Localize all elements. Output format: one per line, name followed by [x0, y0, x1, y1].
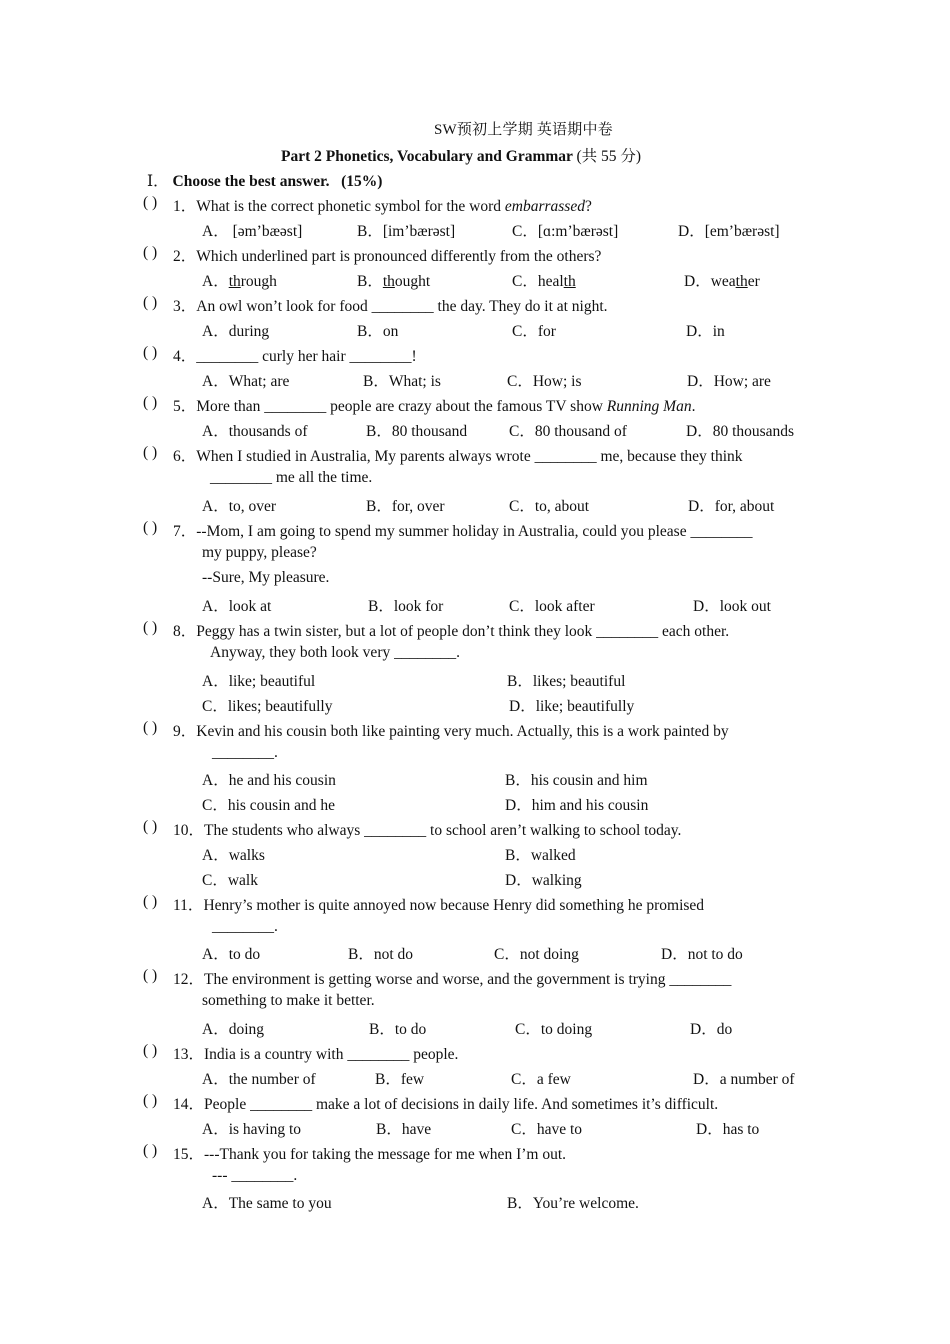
option-a[interactable]: A．thousands of: [202, 423, 308, 440]
question-text-end: ?: [584, 198, 592, 215]
option-a[interactable]: A．The same to you: [202, 1195, 332, 1212]
question-4: [173, 344, 417, 366]
option-a[interactable]: A．What; are: [202, 373, 290, 390]
question-text: What is the correct phonetic symbol for the word: [196, 198, 505, 215]
option-c[interactable]: C．health: [512, 273, 576, 290]
question-number: 2．: [173, 248, 197, 265]
option-a[interactable]: A．during: [202, 323, 270, 340]
option-c[interactable]: C．[ɑ:m’bærəst]: [512, 223, 619, 240]
question-text: The students who always ________ to school aren’t walking to school today.: [204, 822, 682, 839]
question-text: ---Thank you for taking the message for me when I’m out.: [204, 1146, 567, 1163]
option-a[interactable]: A．the number of: [202, 1071, 316, 1088]
question-text: More than ________ people are crazy about the famous TV show: [196, 398, 607, 415]
option-a[interactable]: A．to do: [202, 946, 261, 963]
option-c[interactable]: C．to, about: [509, 498, 590, 515]
question-number: 14．: [173, 1096, 205, 1113]
question-text-continued: my puppy, please?: [202, 544, 317, 561]
option-d[interactable]: D．for, about: [688, 498, 775, 515]
question-5: [173, 394, 695, 416]
question-15: [173, 1142, 566, 1164]
answer-blank[interactable]: ( ): [143, 444, 158, 461]
option-d[interactable]: D．weather: [684, 273, 760, 290]
option-d[interactable]: D．in: [686, 323, 725, 340]
answer-blank[interactable]: ( ): [143, 519, 158, 536]
question-text: India is a country with ________ people.: [204, 1046, 459, 1063]
option-b[interactable]: B．thought: [357, 273, 431, 290]
question-number: 10．: [173, 822, 205, 839]
option-c[interactable]: C．not doing: [494, 946, 579, 963]
question-number: 5．: [173, 398, 197, 415]
question-text: --Mom, I am going to spend my summer holiday in Australia, could you please ________: [196, 523, 753, 540]
question-8: [173, 619, 729, 641]
option-b[interactable]: B．80 thousand: [366, 423, 468, 440]
question-text-continued: something to make it better.: [202, 992, 375, 1009]
question-text-end: .: [691, 398, 696, 415]
section-title: [147, 169, 382, 191]
question-number: 3．: [173, 298, 197, 315]
question-10: [173, 818, 681, 840]
option-d[interactable]: D．80 thousands: [686, 423, 795, 440]
question-number: 12．: [173, 971, 205, 988]
question-13: [173, 1042, 458, 1064]
question-number: 7．: [173, 523, 197, 540]
question-2: [173, 244, 601, 266]
question-text: Which underlined part is pronounced differently from the others?: [196, 248, 602, 265]
option-b[interactable]: B．walked: [505, 847, 576, 864]
part-title-text: Part 2 Phonetics, Vocabulary and Grammar: [281, 148, 573, 165]
option-d[interactable]: D．How; are: [687, 373, 771, 390]
option-a[interactable]: A．walks: [202, 847, 265, 864]
answer-blank[interactable]: ( ): [143, 1092, 158, 1109]
question-9: [173, 719, 729, 741]
answer-blank[interactable]: ( ): [143, 818, 158, 835]
answer-blank[interactable]: ( ): [143, 1142, 158, 1159]
answer-blank[interactable]: ( ): [143, 967, 158, 984]
answer-blank[interactable]: ( ): [143, 344, 158, 361]
question-number: 13．: [173, 1046, 205, 1063]
question-14: [173, 1092, 718, 1114]
question-text: The environment is getting worse and worse, and the government is trying ________: [204, 971, 732, 988]
option-d[interactable]: D．[em’bærəst]: [678, 223, 780, 240]
option-c[interactable]: C．80 thousand of: [509, 423, 627, 440]
section-title-text: Choose the best answer.: [172, 173, 330, 190]
option-b[interactable]: B．on: [357, 323, 399, 340]
option-c[interactable]: C．likes; beautifully: [202, 698, 333, 715]
exam-header-title: SW预初上学期 英语期中卷: [434, 122, 613, 138]
answer-blank[interactable]: ( ): [143, 619, 158, 636]
question-number: 6．: [173, 448, 197, 465]
option-d[interactable]: D．him and his cousin: [505, 797, 649, 814]
question-italic-word: Running Man: [606, 398, 692, 415]
option-b[interactable]: B．have: [376, 1121, 432, 1138]
option-c[interactable]: C．to doing: [515, 1021, 593, 1038]
question-text-continued: ________ me all the time.: [210, 469, 373, 486]
question-dialogue-reply: --Sure, My pleasure.: [202, 569, 330, 586]
answer-blank[interactable]: ( ): [143, 719, 158, 736]
option-a[interactable]: A． [əm’bæəst]: [202, 223, 303, 240]
question-italic-word: embarrassed: [504, 198, 585, 215]
option-b[interactable]: B．What; is: [363, 373, 441, 390]
option-d[interactable]: D．look out: [693, 598, 771, 615]
question-number: 4．: [173, 348, 197, 365]
question-text-continued: Anyway, they both look very ________.: [210, 644, 460, 661]
question-number: 1．: [173, 198, 197, 215]
option-a[interactable]: A．like; beautiful: [202, 673, 316, 690]
option-a[interactable]: A．is having to: [202, 1121, 302, 1138]
option-c[interactable]: C．look after: [509, 598, 595, 615]
option-d[interactable]: D．has to: [696, 1121, 760, 1138]
part-title: [281, 144, 641, 166]
answer-blank[interactable]: ( ): [143, 194, 158, 211]
option-c[interactable]: C．have to: [511, 1121, 583, 1138]
answer-blank[interactable]: ( ): [143, 244, 158, 261]
option-a[interactable]: A．through: [202, 273, 277, 290]
section-numeral: Ⅰ．: [147, 173, 169, 190]
option-c[interactable]: C．a few: [511, 1071, 571, 1088]
question-dialogue-reply: --- ________.: [212, 1167, 298, 1184]
part-score: (共 55 分): [576, 148, 642, 165]
option-a[interactable]: A．to, over: [202, 498, 277, 515]
question-text: People ________ make a lot of decisions in daily life. And sometimes it’s difficult.: [204, 1096, 719, 1113]
question-text: Peggy has a twin sister, but a lot of people don’t think they look ________ each other.: [196, 623, 730, 640]
question-text: When I studied in Australia, My parents always wrote ________ me, because they think: [196, 448, 743, 465]
question-number: 9．: [173, 723, 197, 740]
answer-blank[interactable]: ( ): [143, 893, 158, 910]
question-number: 11．: [173, 897, 204, 914]
option-d[interactable]: D．do: [690, 1021, 733, 1038]
question-text-continued: ________.: [212, 744, 278, 761]
answer-blank[interactable]: ( ): [143, 1042, 158, 1059]
question-text-continued: ________.: [212, 918, 278, 935]
question-number: 15．: [173, 1146, 205, 1163]
option-d[interactable]: D．walking: [505, 872, 582, 889]
question-number: 8．: [173, 623, 197, 640]
option-b[interactable]: B．few: [375, 1071, 425, 1088]
section-score: (15%): [341, 173, 383, 190]
option-b[interactable]: B．[im’bærəst]: [357, 223, 456, 240]
question-text: ________ curly her hair ________!: [196, 348, 417, 365]
question-12: [173, 967, 731, 989]
option-b[interactable]: B．look for: [368, 598, 444, 615]
option-c[interactable]: C．walk: [202, 872, 258, 889]
option-c[interactable]: C．his cousin and he: [202, 797, 336, 814]
option-b[interactable]: B．his cousin and him: [505, 772, 648, 789]
option-a[interactable]: A．he and his cousin: [202, 772, 336, 789]
answer-blank[interactable]: ( ): [143, 394, 158, 411]
option-d[interactable]: D．like; beautifully: [509, 698, 635, 715]
question-text: Kevin and his cousin both like painting very much. Actually, this is a work painted by: [196, 723, 729, 740]
question-11: [173, 893, 704, 915]
question-text: Henry’s mother is quite annoyed now because Henry did something he promised: [203, 897, 705, 914]
option-b[interactable]: B．You’re welcome.: [507, 1195, 639, 1212]
option-d[interactable]: D．a number of: [693, 1071, 795, 1088]
option-a[interactable]: A．doing: [202, 1021, 265, 1038]
option-b[interactable]: B．likes; beautiful: [507, 673, 626, 690]
option-b[interactable]: B．to do: [369, 1021, 427, 1038]
option-d[interactable]: D．not to do: [661, 946, 743, 963]
question-3: [173, 294, 608, 316]
question-7: [173, 519, 752, 541]
question-1: [173, 194, 592, 216]
option-c[interactable]: C．How; is: [507, 373, 582, 390]
question-6: [173, 444, 743, 466]
option-b[interactable]: B．not do: [348, 946, 414, 963]
option-b[interactable]: B．for, over: [366, 498, 445, 515]
option-a[interactable]: A．look at: [202, 598, 272, 615]
answer-blank[interactable]: ( ): [143, 294, 158, 311]
option-c[interactable]: C．for: [512, 323, 556, 340]
question-text: An owl won’t look for food ________ the day. They do it at night.: [196, 298, 608, 315]
